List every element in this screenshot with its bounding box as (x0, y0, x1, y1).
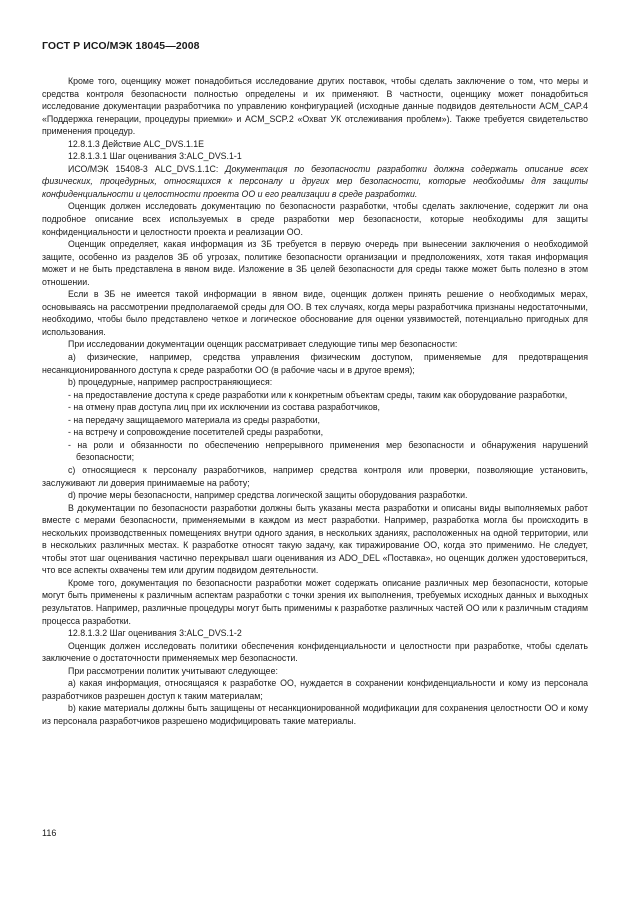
quote-text: Документация по безопасности разработки должна содержать описание всех физических, процедурных, относящихся к персоналу и других мер безопасности, которые необходимы для защиты конфиденциальности и целостности проекта ОО и его реализации в среде разработки. (42, 163, 588, 199)
section-heading: 12.8.1.3.2 Шаг оценивания 3:ALC_DVS.1-2 (68, 628, 242, 639)
dash-item: - на отмену прав доступа лиц при их исключении из состава разработчиков, (68, 402, 380, 413)
paragraph: При рассмотрении политик учитывают следующее: (68, 665, 278, 676)
dash-item: - на предоставление доступа к среде разработки или к конкретным объектам среды, таким как оборудование разработки, (68, 389, 568, 400)
paragraph: Оценщик определяет, какая информация из ЗБ требуется в первую очередь при вынесении заключения о необходимой защите, особенно из разделов ЗБ об угрозах, политике безопасности организации и предположениях, хотя такая информация может и не быть представлена в явном виде. Изложение в ЗБ целей безопасности для среды также может быть полезно в этом отношении. (42, 239, 588, 287)
quote-ref: ИСО/МЭК 15408-3 ALC_DVS.1.1С: (68, 163, 219, 174)
page-number: 116 (42, 828, 57, 838)
standard-quote (42, 163, 588, 201)
paragraph: Оценщик должен исследовать документацию по безопасности разработки, чтобы сделать заключение, содержит ли она подробное описание всех используемых в среде разработки мер безопасности, которые необходимы для защиты конфиденциальности и целостности проекта и реализации ОО. (42, 201, 588, 237)
section-heading: 12.8.1.3.1 Шаг оценивания 3:ALC_DVS.1-1 (68, 151, 242, 162)
document-body (42, 75, 588, 727)
list-item: а) физические, например, средства управления физическим доступом, применяемые для предотвращения несанкционированного доступа к среде разработки ОО (в рабочие часы и в другое время); (42, 352, 588, 375)
dash-item: - на передачу защищаемого материала из среды разработки, (68, 414, 320, 425)
paragraph: В документации по безопасности разработки должны быть указаны места разработки и описаны виды выполняемых работ вместе с мерами безопасности, применяемыми в каждом из мест разработки. Например, разработка могла бы происходить в нескольких производственных помещениях внутри одного здания, в нескольких зданиях, расположенных на одной территории, или в нескольких различных местах. К разработке относят такую задачу, как тиражирование ОО, когда это применимо. Не следует, чтобы этот шаг оценивания частично перекрывал шаги оценивания из ADO_DEL «Поставка», но оценщик должен удостовериться, что все аспекты охвачены тем или другим подвидом деятельности. (42, 502, 588, 576)
paragraph: Кроме того, оценщику может понадобиться исследование других поставок, чтобы сделать заключение о том, что меры и средства контроля безопасности полностью определены и их применяют. В частности, оценщику может понадобиться исследование документации разработчика по управлению конфигурацией (исходные данные подвидов деятельности ACM_CAP.4 «Поддержка генерации, процедуры приемки» и ACM_SCP.2 «Охват УК отслеживания проблем»). Также требуется свидетельство применения процедур. (42, 76, 588, 137)
section-heading: 12.8.1.3 Действие ALC_DVS.1.1E (68, 138, 204, 149)
list-item: а) какая информация, относящаяся к разработке ОО, нуждается в сохранении конфиденциальности и кому из персонала разработчиков разрешен доступ к таким материалам; (42, 678, 588, 701)
paragraph: Кроме того, документация по безопасности разработки может содержать описание различных мер безопасности, которые могут быть применены к различным аспектам разработки с точки зрения их выполнения, требуемых исходных данных и выходных результатов. Например, различные процедуры могут быть применимы к разработке различных частей ОО или к различным стадиям процесса разработки. (42, 577, 588, 626)
dash-item: - на роли и обязанности по обеспечению непрерывного применения мер безопасности и обнаружения нарушений безопасности; (68, 439, 588, 463)
document-header: ГОСТ Р ИСО/МЭК 18045—2008 (42, 40, 200, 52)
list-item: b) какие материалы должны быть защищены от несанкционированной модификации для сохранения целостности ОО и кому из персонала разработчиков разрешено модифицировать такие материалы. (42, 703, 588, 726)
dash-item: - на встречу и сопровождение посетителей среды разработки, (68, 427, 324, 438)
list-item: с) относящиеся к персоналу разработчиков, например средства контроля или проверки, позволяющие установить, заслуживают ли доверия принимаемые на работу; (42, 464, 588, 488)
paragraph: Оценщик должен исследовать политики обеспечения конфиденциальности и целостности при разработке, чтобы сделать заключение о достаточности применяемых мер безопасности. (42, 640, 588, 664)
paragraph: Если в ЗБ не имеется такой информации в явном виде, оценщик должен принять решение о необходимых мерах, основываясь на рассмотрении предполагаемой среды для ОО. В тех случаях, когда меры разработчика признаны недостаточными, необходимо, чтобы было представлено четкое и логическое обоснование для оценки уязвимостей, потенциально пригодных для использования. (42, 289, 588, 337)
list-item: d) прочие меры безопасности, например средства логической защиты оборудования разработки. (68, 490, 468, 501)
paragraph: При исследовании документации оценщик рассматривает следующие типы мер безопасности: (68, 339, 458, 350)
list-item: b) процедурные, например распространяющиеся: (68, 377, 273, 388)
